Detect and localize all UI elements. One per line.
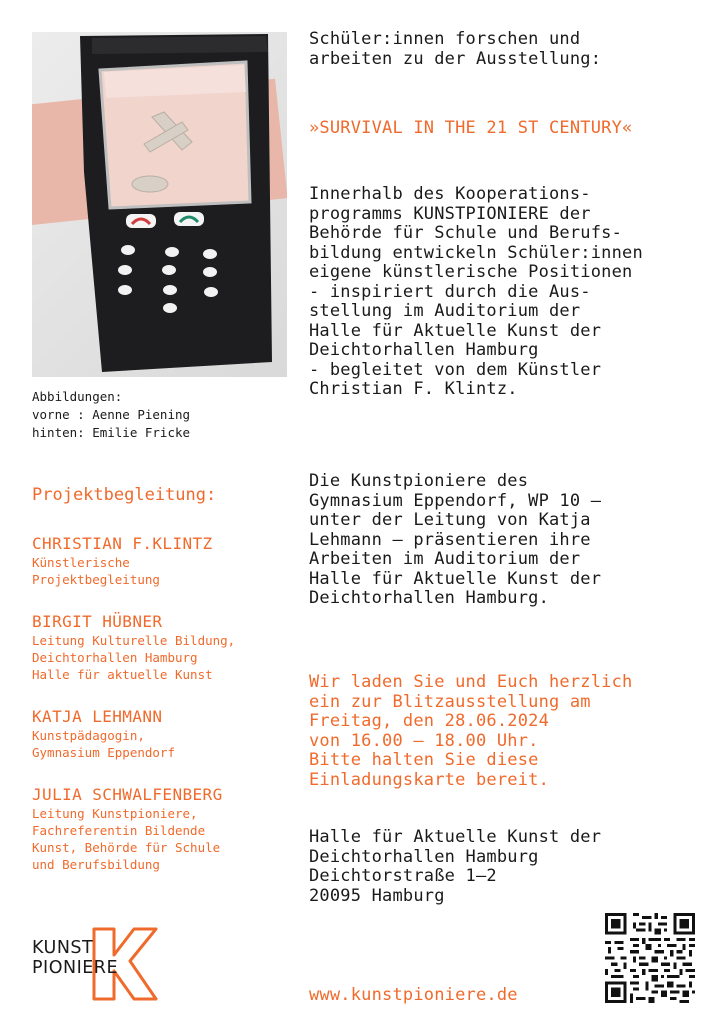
project-team [32,485,292,897]
member-name: JULIA SCHWALFENBERG [32,785,223,804]
school-description: Die Kunstpioniere des Gymnasium Eppendorf, WP 10 – unter der Leitung von Katja Lehmann – präsentieren ihre Arbeiten im Auditorium der Halle für Aktuelle Kunst der Deichtorhallen Hamburg. [309,471,602,608]
program-description: Innerhalb des Kooperations- programms KUNSTPIONIERE der Behörde für Schule und Berufs- bildung entwickeln Schüler:innen eigene künstlerische Positionen - inspiriert durch die Aus- stellung im Auditorium der Halle für Aktuelle Kunst der Deichtorhallen Hamburg - begleitet von dem Künstler Christian F. Klintz. [309,184,643,399]
team-member [32,612,292,683]
intro-text: Schüler:innen forschen und arbeiten zu der Ausstellung: [309,29,602,69]
member-name: KATJA LEHMANN [32,707,163,726]
qr-code-icon [605,913,695,1003]
member-name: BIRGIT HÜBNER [32,612,163,631]
image-credits [32,388,190,442]
credits-back: hinten: Emilie Fricke [32,425,191,440]
exhibition-title: »SURVIVAL IN THE 21 ST CENTURY« [309,118,633,138]
logo-line1: KUNST [32,938,94,958]
member-role: Künstlerische Projektbegleitung [32,555,160,587]
member-role: Leitung Kulturelle Bildung, Deichtorhallen Hamburg Halle für aktuelle Kunst [32,633,236,682]
qr-code [605,913,695,1003]
team-heading: Projektbegleitung: [32,485,217,505]
phone-sculpture-image [32,32,287,377]
invitation-text: Wir laden Sie und Euch herzlich ein zur Blitzausstellung am Freitag, den 28.06.2024 von 16.00 – 18.00 Uhr. Bitte halten Sie diese Einladungskarte bereit. [309,672,633,790]
member-role: Kunstpädagogin, Gymnasium Eppendorf [32,728,175,760]
team-member [32,534,292,588]
member-role: Leitung Kunstpioniere, Fachreferentin Bildende Kunst, Behörde für Schule und Berufsbildung [32,806,221,872]
artwork-photo [32,32,287,377]
venue-address: Halle für Aktuelle Kunst der Deichtorhallen Hamburg Deichtorstraße 1–2 20095 Hamburg [309,827,602,906]
credits-front: vorne : Aenne Piening [32,407,191,422]
team-member [32,707,292,761]
logo-line2: PIONIERE [32,958,119,978]
kunstpioniere-logo [30,925,160,1003]
member-name: CHRISTIAN F.KLINTZ [32,534,213,553]
team-member [32,785,292,873]
website-link[interactable]: www.kunstpioniere.de [309,985,518,1005]
credits-heading: Abbildungen: [32,389,123,404]
